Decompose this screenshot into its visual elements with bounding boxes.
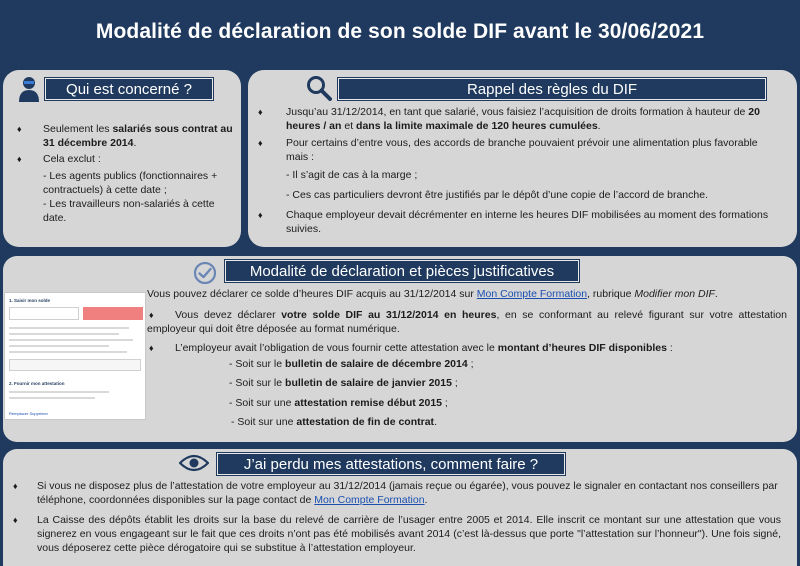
mon-compte-formation-link[interactable]: Mon Compte Formation [314,494,425,506]
declaration-p3 [175,341,787,355]
rules-bullet1 [286,105,782,133]
thumb-text-line [9,339,133,341]
text: - Soit sur une [231,416,297,428]
thumb-text-line [9,397,95,399]
concerned-sub2: - Les travailleurs non-salariés à cette date. [43,198,215,224]
text: . [424,494,428,506]
magnifier-icon [306,75,332,101]
concerned-sub1: - Les agents publics (fonctionnaires + contractuels) à cette date ; [43,170,218,196]
text: Si vous ne disposez plus de l’attestation de votre employeur au 31/12/2014 (jamais reçue ou égarée), vous pouvez le signaler en contactant nos conseillers par téléphone, coordonnées disponibles sur la page contact de [37,480,778,506]
text-bold: salariés sous contrat au 31 décembre 2014 [43,123,233,149]
thumb-actions-label: Remplacer Supprimer [9,411,48,416]
concerned-heading: Qui est concerné ? [45,78,213,100]
text-bold: bulletin de salaire de décembre 2014 [285,358,468,370]
text-bold: bulletin de salaire de janvier 2015 [285,377,452,389]
text: - Soit sur une [229,397,295,409]
text: ; [451,377,458,389]
declaration-p2 [147,308,787,336]
lost-heading: J’ai perdu mes attestations, comment faire ? [217,453,565,475]
thumb-text-line [9,333,119,335]
thumb-red-button [83,307,143,320]
rules-bullet3: Chaque employeur devait décrémenter en interne les heures DIF mobilisées au moment des formations suivies. [286,209,769,235]
text: ; [442,397,448,409]
mon-compte-formation-link[interactable]: Mon Compte Formation [476,288,588,300]
rules-bullet2: Pour certains d’entre vous, des accords de branche pouvaient prévoir une alimentation plus favorable mais : [286,137,758,163]
text: , rubrique [587,288,635,300]
bullet-diamond: ♦ [149,343,154,353]
text-bold: votre solde DIF au 31/12/2014 en heures [281,309,497,321]
text-bold: montant d’heures DIF disponibles [497,342,667,354]
text: . [434,416,437,428]
text: Vous pouvez déclarer ce solde d’heures DIF acquis au 31/12/2014 sur [147,288,477,300]
thumb-text-line [9,391,109,393]
form-screenshot-image [4,292,146,420]
text: . [714,288,718,300]
panel-lost [3,449,797,566]
text: et [341,120,357,132]
bullet-diamond: ♦ [258,107,263,117]
text: : [666,342,673,354]
text-bold: attestation de fin de contrat [296,416,435,428]
rules-heading: Rappel des règles du DIF [338,78,766,100]
page-title: Modalité de déclaration de son solde DIF avant le 30/06/2021 [95,20,705,43]
bullet-diamond: ♦ [13,481,18,491]
rules-sub2: - Ces cas particuliers devront être justifiés par le dépôt d’une copie de l’accord de branche. [286,189,708,201]
text: , en se conformant au relevé figurant sur votre attestation employeur qui doit être déposée au format numérique. [147,309,787,335]
thumb-text-line [9,351,127,353]
bullet-diamond: ♦ [258,210,263,220]
eye-icon [179,453,209,473]
panel-rules [248,70,797,247]
declaration-opt1 [229,357,474,371]
person-icon [17,75,41,103]
text-bold: 20 heures / an [286,106,760,132]
concerned-bullet2: Cela exclut : [43,153,101,165]
check-circle-icon [193,261,217,285]
bullet-diamond: ♦ [17,124,22,134]
bullet-diamond: ♦ [13,515,18,525]
concerned-bullet1 [43,122,233,150]
text: ; [467,358,474,370]
text-italic: Modifier mon DIF [634,288,715,300]
thumb-step2-label: 2. Fournir mon attestation [9,381,65,386]
text-bold: dans la limite maximale de 120 heures cumulées [356,120,598,132]
declaration-heading: Modalité de déclaration et pièces justificatives [225,260,579,282]
text: Seulement les [43,123,113,135]
lost-bullet1 [37,479,781,507]
bullet-diamond: ♦ [17,154,22,164]
declaration-opt3 [229,396,448,410]
declaration-opt2 [229,376,458,390]
panel-concerned [3,70,241,247]
declaration-opt4 [231,415,437,429]
bullet-diamond: ♦ [149,310,154,320]
declaration-p1 [147,287,787,301]
text: - Soit sur le [229,377,286,389]
thumb-info-box [9,359,141,371]
text: . [133,137,137,149]
rules-sub1: - Il s’agit de cas à la marge ; [286,169,418,181]
lost-bullet2: La Caisse des dépôts établit les droits sur la base du relevé de carrière de l’usager entre 2005 et 2014. Elle inscrit ce montant sur une attestation que vous signerez en vous engageant sur le fait que ces droits n’ont pas été mobilisés avant 2014 (c’est là-dessus que porte "l’attestation sur l’honneur"). Une fois signé, vous déposerez cette pièce dérogatoire qui se substitue à l’attestation employeur. [37,514,781,554]
text-bold: attestation remise début 2015 [294,397,443,409]
text: - Soit sur le [229,358,286,370]
text: Jusqu’au 31/12/2014, en tant que salarié, vous faisiez l’acquisition de droits formation à hauteur de [286,106,749,118]
thumb-text-line [9,327,129,329]
title-bar [0,0,800,64]
text: L’employeur avait l’obligation de vous fournir cette attestation avec le [175,342,498,354]
bullet-diamond: ♦ [258,138,263,148]
text: . [597,120,601,132]
thumb-step1-label: 1. Saisir mon solde [9,298,51,303]
text: Vous devez déclarer [175,309,282,321]
thumb-text-line [9,345,109,347]
thumb-input-field [9,307,79,320]
